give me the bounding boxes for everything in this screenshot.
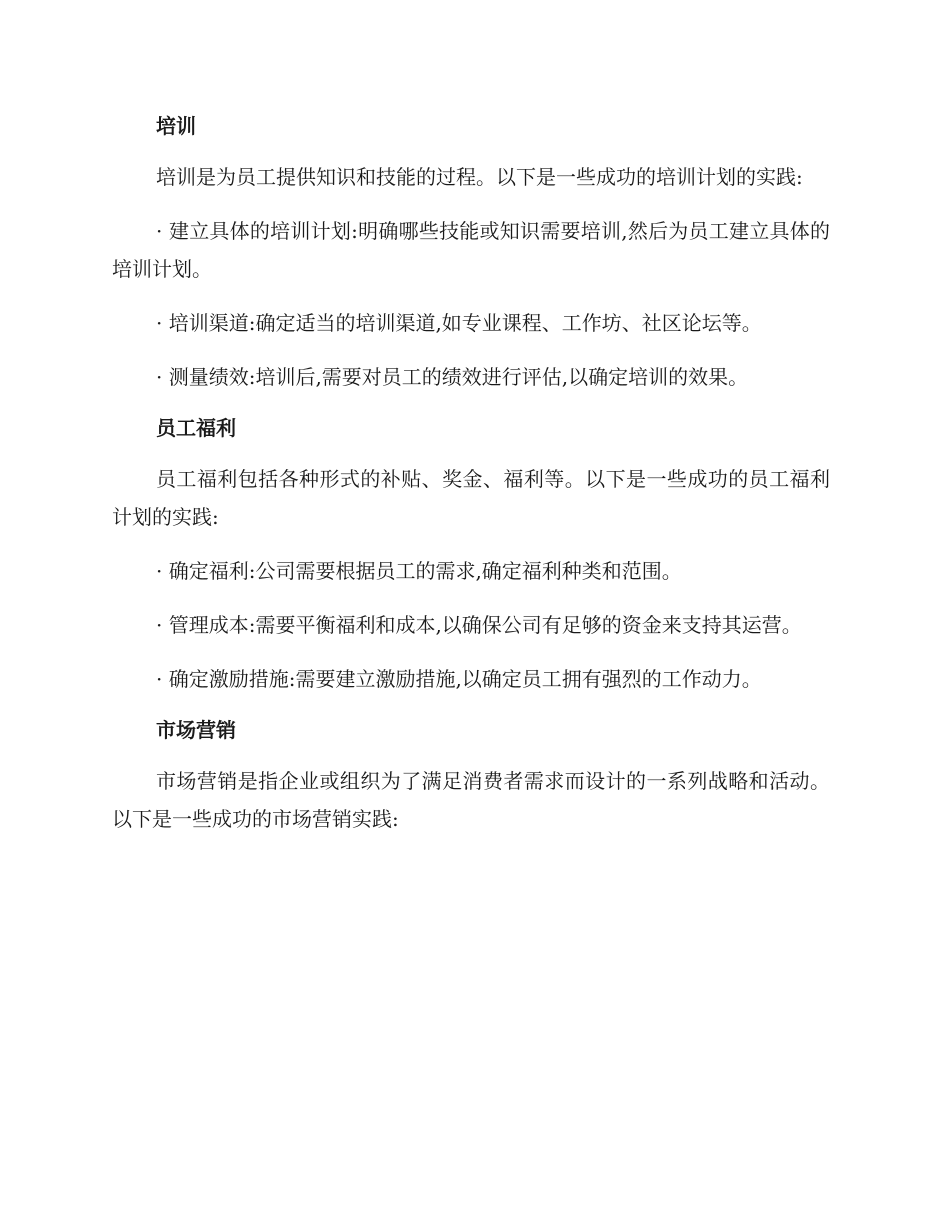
section-heading-training: 培训 — [156, 114, 196, 138]
bullet-training-plan: · 建立具体的培训计划:明确哪些技能或知识需要培训,然后为员工建立具体的培训计划。 — [112, 219, 830, 281]
section-intro-benefits: 员工福利包括各种形式的补贴、奖金、福利等。以下是一些成功的员工福利计划的实践: — [112, 467, 830, 529]
bullet-training-measure: · 测量绩效:培训后,需要对员工的绩效进行评估,以确定培训的效果。 — [156, 365, 749, 389]
section-intro-marketing: 市场营销是指企业或组织为了满足消费者需求而设计的一系列战略和活动。以下是一些成功的市场营销实践: — [112, 769, 830, 831]
bullet-benefits-determine: · 确定福利:公司需要根据员工的需求,确定福利种类和范围。 — [156, 559, 682, 583]
section-heading-benefits: 员工福利 — [156, 416, 236, 440]
document-body — [112, 110, 830, 854]
section-heading-marketing: 市场营销 — [156, 718, 236, 742]
bullet-benefits-incentive: · 确定激励措施:需要建立激励措施,以确定员工拥有强烈的工作动力。 — [156, 667, 762, 691]
bullet-training-channels: · 培训渠道:确定适当的培训渠道,如专业课程、工作坊、社区论坛等。 — [156, 311, 762, 335]
bullet-benefits-cost: · 管理成本:需要平衡福利和成本,以确保公司有足够的资金来支持其运营。 — [156, 613, 802, 637]
section-intro-training: 培训是为员工提供知识和技能的过程。以下是一些成功的培训计划的实践: — [156, 165, 803, 189]
